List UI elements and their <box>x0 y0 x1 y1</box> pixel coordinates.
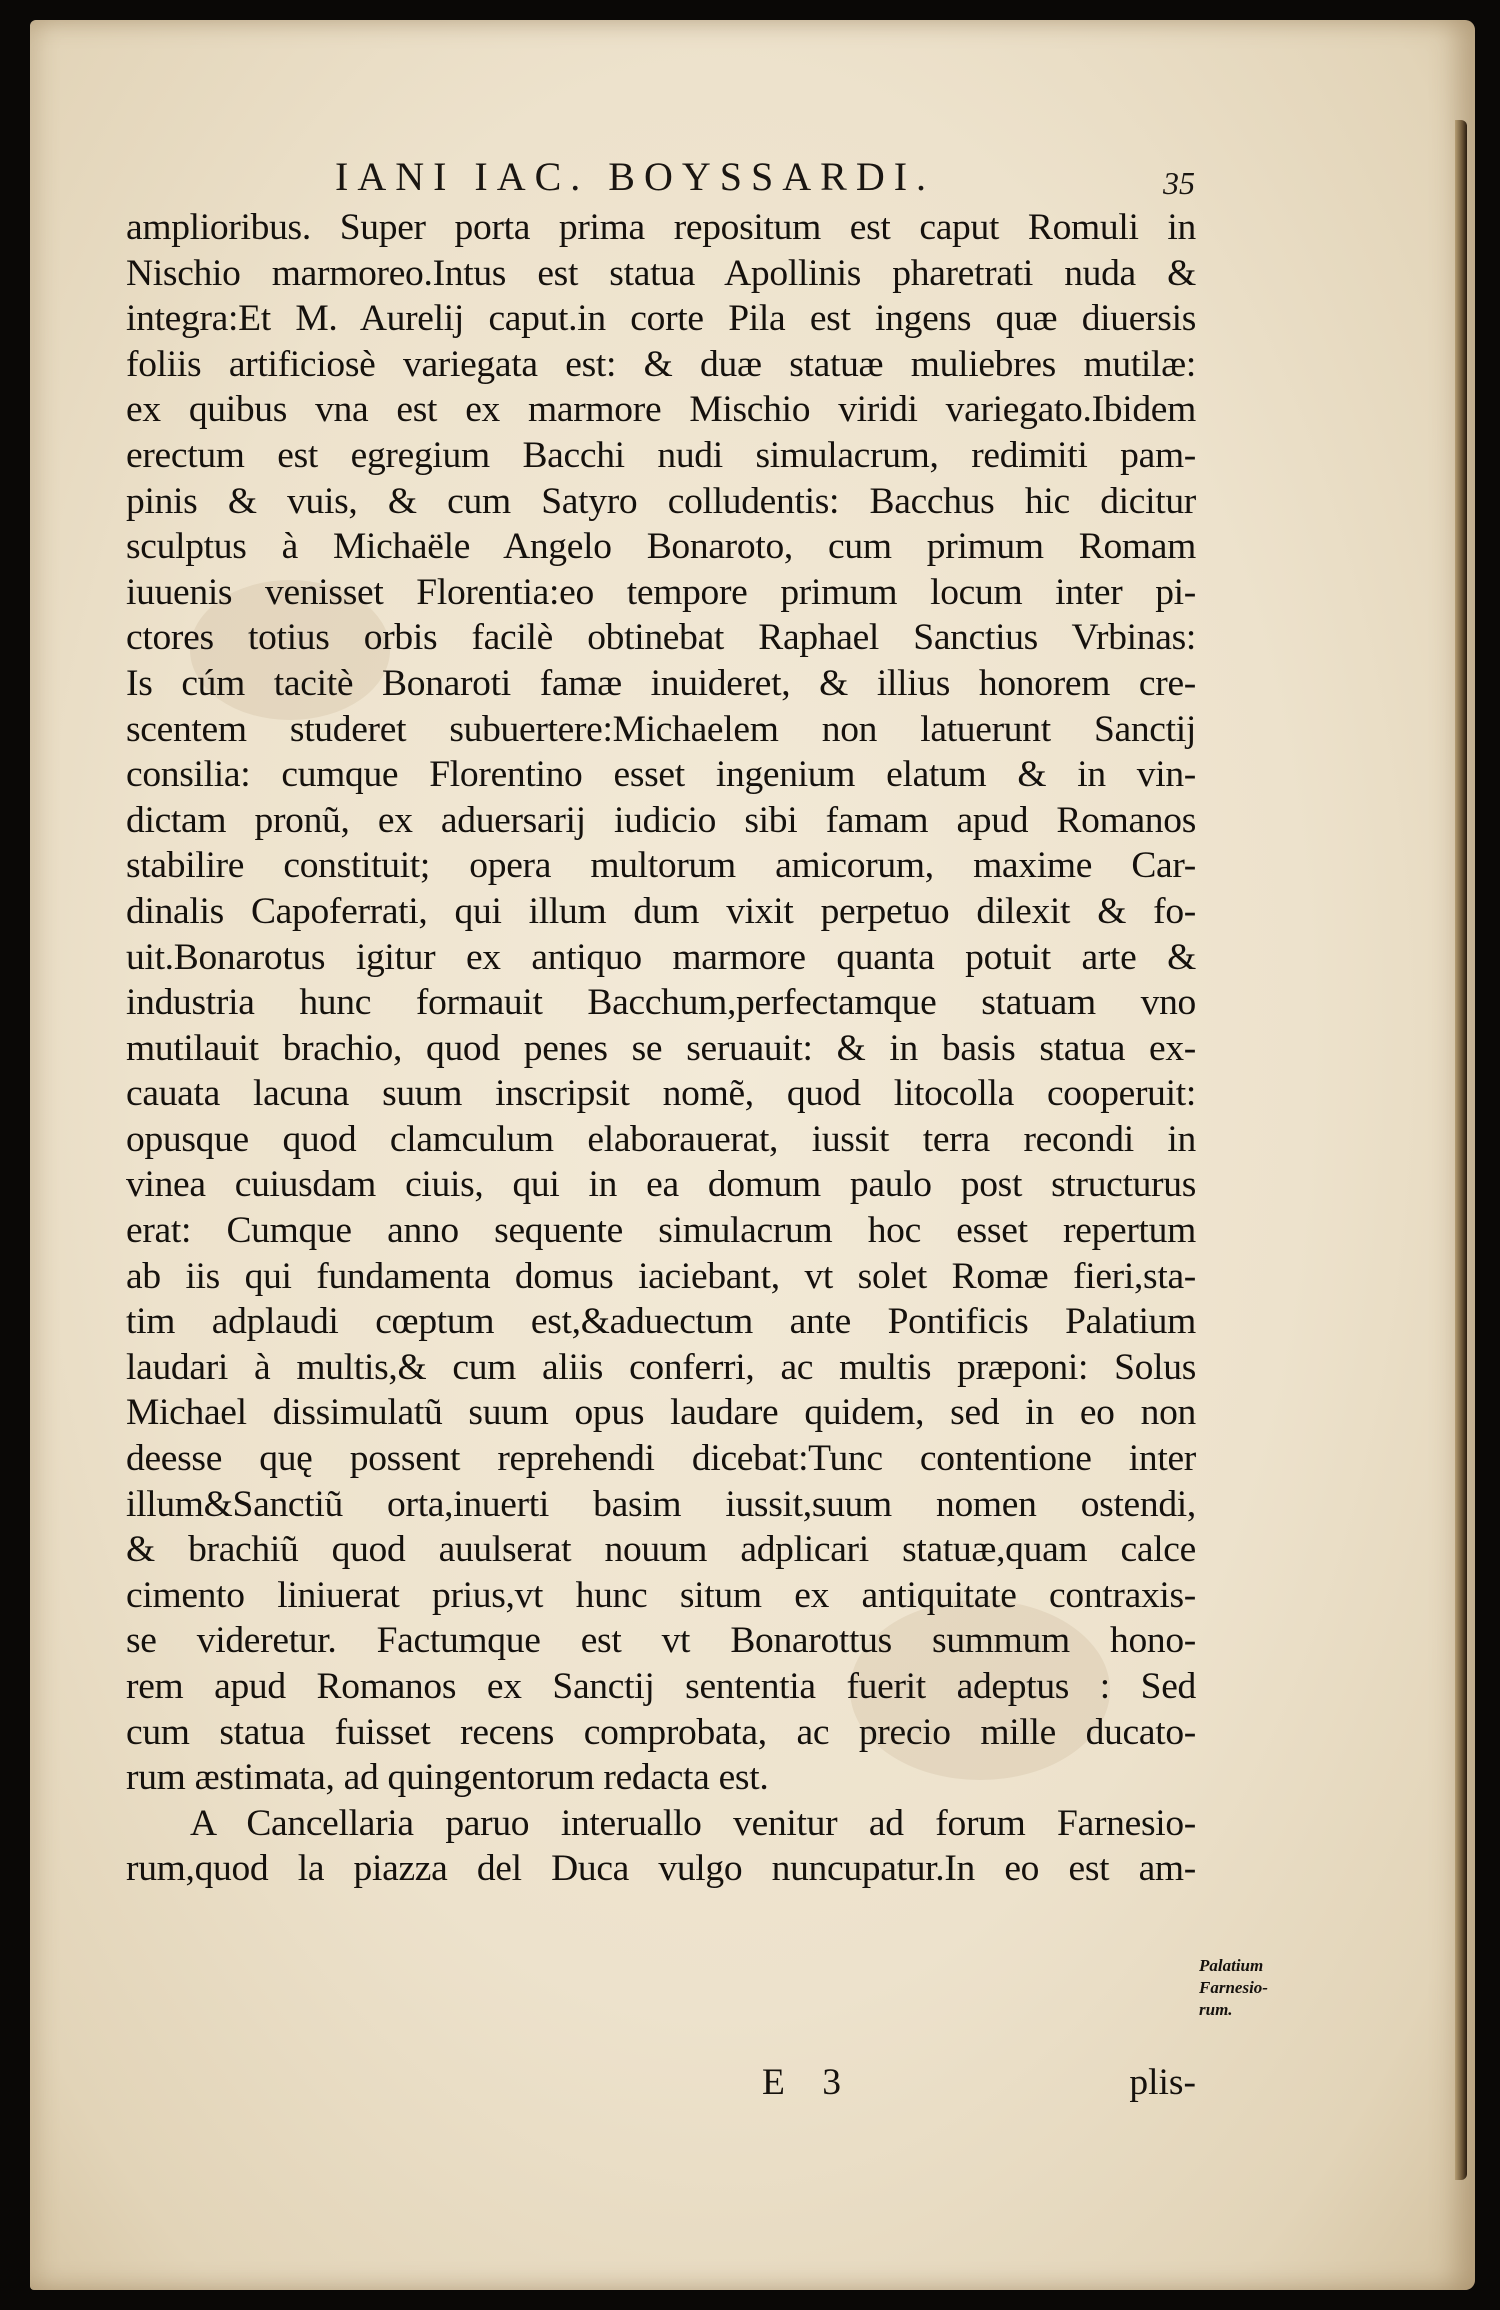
marginal-note-line: rum. <box>1199 2000 1233 2019</box>
text-line: rum,quod la piazza del Duca vulgo nuncupatur.In eo est am- <box>126 1848 1196 1890</box>
text-line: Nischio marmoreo.Intus est statua Apollinis pharetrati nuda & <box>126 252 1196 294</box>
text-line: scentem studeret subuertere:Michaelem non latuerunt Sanctij <box>126 708 1196 750</box>
text-line: vinea cuiusdam ciuis, qui in ea domum paulo post structurus <box>126 1164 1196 1206</box>
text-line: dictam pronũ, ex aduersarij iudicio sibi famam apud Romanos <box>126 799 1196 841</box>
text-line: erectum est egregium Bacchi nudi simulacrum, redimiti pam- <box>126 434 1196 476</box>
text-line: dinalis Capoferrati, qui illum dum vixit perpetuo dilexit & fo- <box>126 890 1196 932</box>
text-line: ab iis qui fundamenta domus iaciebant, vt solet Romæ fieri,sta- <box>126 1255 1196 1297</box>
catchword: plis- <box>1129 2062 1196 2103</box>
text-line: consilia: cumque Florentino esset ingenium elatum & in vin- <box>126 754 1196 796</box>
running-head: IANI IAC. BOYSSARDI. <box>335 154 936 199</box>
paragraph-start-line: A Cancellaria paruo interuallo venitur ad forum Farnesio- <box>190 1802 1196 1844</box>
text-line: illum&Sanctiũ orta,inuerti basim iussit,suum nomen ostendi, <box>126 1483 1196 1525</box>
text-line: Michael dissimulatũ suum opus laudare quidem, sed in eo non <box>126 1392 1196 1434</box>
text-line: laudari à multis,& cum aliis conferri, ac multis præponi: Solus <box>126 1346 1196 1388</box>
page-number: 35 <box>1163 165 1195 201</box>
text-line: cimento liniuerat prius,vt hunc situm ex antiquitate contraxis- <box>126 1574 1196 1616</box>
text-line: stabilire constituit; opera multorum amicorum, maxime Car- <box>126 845 1196 887</box>
text-line: mutilauit brachio, quod penes se seruauit: & in basis statua ex- <box>126 1027 1196 1069</box>
page-header <box>335 154 1195 200</box>
text-line: amplioribus. Super porta prima repositum est caput Romuli in <box>126 207 1196 248</box>
text-line: cum statua fuisset recens comprobata, ac precio mille ducato- <box>126 1711 1196 1753</box>
text-line: tim adplaudi cœptum est,&aduectum ante Pontificis Palatium <box>126 1301 1196 1343</box>
text-line: erat: Cumque anno sequente simulacrum hoc esset repertum <box>126 1210 1196 1252</box>
text-line: foliis artificiosè variegata est: & duæ statuæ muliebres mutilæ: <box>126 343 1196 385</box>
marginal-note <box>1199 1955 1289 2021</box>
marginal-note-line: Palatium <box>1199 1956 1264 1975</box>
text-line: uit.Bonarotus igitur ex antiquo marmore quanta potuit arte & <box>126 936 1196 978</box>
text-line: pinis & vuis, & cum Satyro colludentis: Bacchus hic dicitur <box>126 480 1196 522</box>
page-edge-shadow <box>1455 120 1467 2180</box>
paragraph-end-line: rum æstimata, ad quingentorum redacta est. <box>126 1757 769 1799</box>
text-line: iuuenis venisset Florentia:eo tempore primum locum inter pi- <box>126 571 1196 613</box>
text-line: ex quibus vna est ex marmore Mischio viridi variegato.Ibidem <box>126 389 1196 431</box>
page-footer <box>126 2060 1196 2106</box>
text-line: opusque quod clamculum elaborauerat, iussit terra recondi in <box>126 1118 1196 1160</box>
text-line: industria hunc formauit Bacchum,perfectamque statuam vno <box>126 982 1196 1024</box>
signature-mark: E 3 <box>762 2062 856 2103</box>
text-line: & brachiũ quod auulserat nouum adplicari statuæ,quam calce <box>126 1529 1196 1571</box>
body-text <box>126 205 1196 1892</box>
text-line: sculptus à Michaële Angelo Bonaroto, cum primum Romam <box>126 526 1196 568</box>
marginal-note-line: Farnesio- <box>1199 1978 1268 1997</box>
text-line: deesse quę possent reprehendi dicebat:Tunc contentione inter <box>126 1438 1196 1480</box>
text-line: ctores totius orbis facilè obtinebat Raphael Sanctius Vrbinas: <box>126 617 1196 659</box>
text-line: se videretur. Factumque est vt Bonarottus summum hono- <box>126 1620 1196 1662</box>
text-line: cauata lacuna suum inscripsit nomẽ, quod litocolla cooperuit: <box>126 1073 1196 1115</box>
text-line: Is cúm tacitè Bonaroti famæ inuideret, & illius honorem cre- <box>126 662 1196 704</box>
text-line: integra:Et M. Aurelij caput.in corte Pila est ingens quæ diuersis <box>126 298 1196 340</box>
text-line: rem apud Romanos ex Sanctij sententia fuerit adeptus : Sed <box>126 1666 1196 1707</box>
